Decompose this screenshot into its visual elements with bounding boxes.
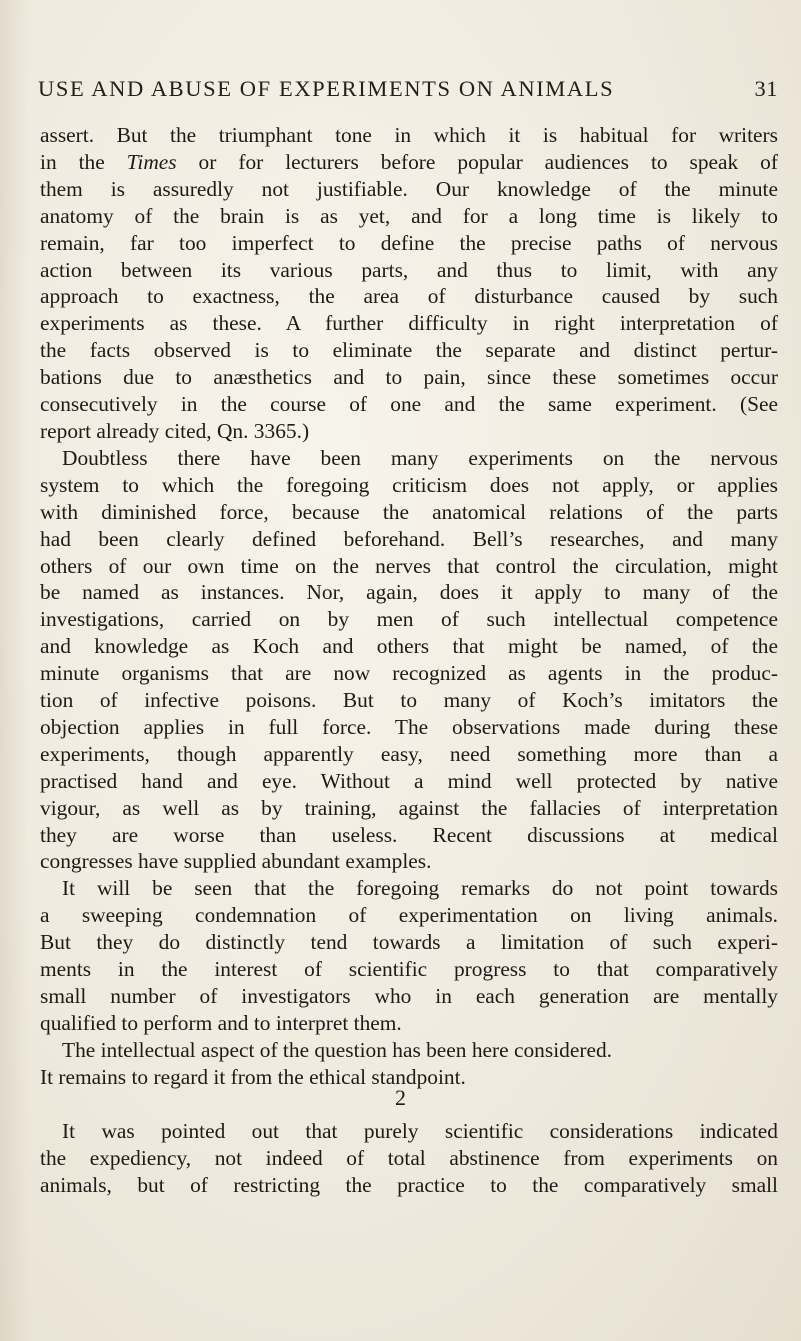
text-line: ments in the interest of scientific progress to that comparatively — [40, 957, 778, 982]
text-line: had been clearly defined beforehand. Bell’s researches, and many — [40, 526, 778, 551]
text-line: a sweeping condemnation of experimentation on living animals. — [40, 903, 778, 928]
text-line: investigations, carried on by men of such intellectual competence — [40, 607, 778, 632]
text-line: approach to exactness, the area of disturbance caused by such — [40, 284, 778, 309]
header-title: USE AND ABUSE OF EXPERIMENTS ON ANIMALS — [38, 76, 615, 101]
text-line: tion of infective poisons. But to many of Koch’s imitators the — [40, 688, 778, 713]
text-line: the facts observed is to eliminate the separate and distinct pertur- — [40, 338, 778, 363]
text-line: bations due to anæsthetics and to pain, since these sometimes occur — [40, 365, 778, 390]
text-line: consecutively in the course of one and the same experiment. (See — [40, 392, 778, 417]
text-line: congresses have supplied abundant examples. — [40, 849, 432, 874]
text-line: vigour, as well as by training, against the fallacies of interpretation — [40, 795, 778, 820]
text-line: Doubtless there have been many experiments on the nervous — [62, 445, 778, 470]
text-line: system to which the foregoing criticism does not apply, or applies — [40, 472, 778, 497]
text-line: them is assuredly not justifiable. Our knowledge of the minute — [40, 176, 778, 201]
body-text-block — [40, 1118, 778, 1199]
running-header — [38, 76, 778, 110]
text-line: qualified to perform and to interpret them. — [40, 1010, 402, 1035]
text-line: in the Times or for lecturers before popular audiences to speak of — [40, 149, 778, 174]
text-line: anatomy of the brain is as yet, and for a long time is likely to — [40, 203, 778, 228]
text-line: objection applies in full force. The observations made during these — [40, 714, 778, 739]
text-line: practised hand and eye. Without a mind well protected by native — [40, 768, 778, 793]
page-number: 31 — [754, 76, 778, 101]
text-line: small number of investigators who in each generation are mentally — [40, 984, 778, 1008]
text-line: animals, but of restricting the practice to the comparatively small — [40, 1172, 778, 1197]
text-line: report already cited, Qn. 3365.) — [40, 418, 310, 443]
section-number: 2 — [395, 1085, 406, 1110]
text-line: assert. But the triumphant tone in which it is habitual for writers — [40, 123, 778, 147]
text-line: be named as instances. Nor, again, does it apply to many of the — [40, 580, 778, 605]
body-text-block — [40, 122, 778, 1091]
text-line: experiments as these. A further difficulty in right interpretation of — [40, 311, 778, 336]
text-line: But they do distinctly tend towards a limitation of such experi- — [40, 930, 778, 955]
text-line: The intellectual aspect of the question has been here considered. — [62, 1037, 612, 1062]
text-line: It will be seen that the foregoing remarks do not point towards — [62, 876, 778, 901]
text-line: minute organisms that are now recognized as agents in the produc- — [40, 661, 778, 686]
text-line: experiments, though apparently easy, need something more than a — [40, 741, 778, 766]
text-line: and knowledge as Koch and others that might be named, of the — [40, 634, 778, 659]
text-line: action between its various parts, and thus to limit, with any — [40, 257, 778, 282]
text-line: others of our own time on the nerves that control the circulation, might — [40, 553, 778, 578]
page-gutter-shadow — [0, 0, 28, 1341]
text-line: they are worse than useless. Recent discussions at medical — [40, 822, 778, 847]
text-line: the expediency, not indeed of total abstinence from experiments on — [40, 1145, 778, 1170]
text-line: It was pointed out that purely scientific considerations indicated — [62, 1119, 778, 1143]
text-line: with diminished force, because the anatomical relations of the parts — [40, 499, 778, 524]
text-line: It remains to regard it from the ethical standpoint. — [40, 1064, 466, 1089]
text-line: remain, far too imperfect to define the precise paths of nervous — [40, 230, 778, 255]
